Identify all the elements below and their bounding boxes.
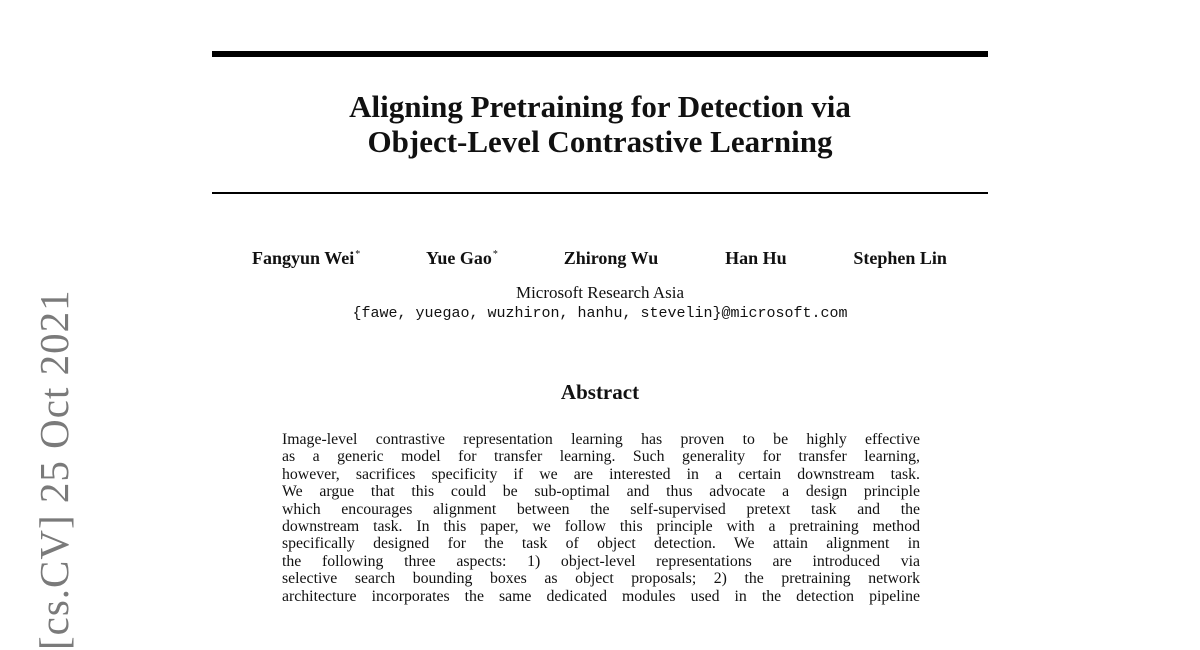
arxiv-sidebar-stamp: [cs.CV] 25 Oct 2021 (31, 289, 77, 650)
affiliation: Microsoft Research Asia (515, 283, 685, 302)
author-emails: {fawe, yuegao, wuzhiron, hanhu, stevelin}@microsoft.com (352, 305, 848, 322)
abstract-line: as a generic model for transfer learning. Such generality for transfer learning, (282, 448, 920, 466)
title-line-1: Aligning Pretraining for Detection via (349, 89, 851, 124)
top-rule (212, 51, 988, 57)
abstract-line: however, sacrifices specificity if we are interested in a certain downstream task. (282, 465, 920, 483)
author (853, 248, 948, 269)
abstract-line: which encourages alignment between the self-supervised pretext task and the (282, 500, 920, 518)
author-name: Fangyun Wei (252, 248, 355, 268)
abstract-body (282, 431, 920, 605)
author-name: Stephen Lin (853, 248, 947, 268)
author (564, 248, 660, 269)
abstract-line: specifically designed for the task of object detection. We attain alignment in (282, 535, 920, 553)
author-name: Han Hu (725, 248, 787, 268)
author-name: Yue Gao (426, 248, 492, 268)
paper-title (212, 89, 988, 159)
author (252, 248, 360, 269)
abstract-line: the following three aspects: 1) object-level representations are introduced via (282, 552, 920, 570)
author-mark: * (492, 249, 498, 260)
abstract-line: architecture incorporates the same dedicated modules used in the detection pipeline (282, 587, 920, 605)
author-list (252, 248, 948, 269)
author-name: Zhirong Wu (563, 248, 659, 268)
abstract-line: Image-level contrastive representation learning has proven to be highly effective (282, 431, 920, 448)
abstract-line: We argue that this could be sub-optimal and thus advocate a design principle (282, 483, 920, 501)
abstract-line: selective search bounding boxes as object proposals; 2) the pretraining network (282, 570, 920, 588)
author-mark: * (355, 249, 361, 260)
abstract-heading: Abstract (560, 380, 640, 404)
abstract-line: downstream task. In this paper, we follow this principle with a pretraining method (282, 518, 920, 536)
title-rule (212, 192, 988, 194)
title-line-2: Object-Level Contrastive Learning (367, 124, 833, 159)
author (725, 248, 788, 269)
author (426, 248, 498, 269)
